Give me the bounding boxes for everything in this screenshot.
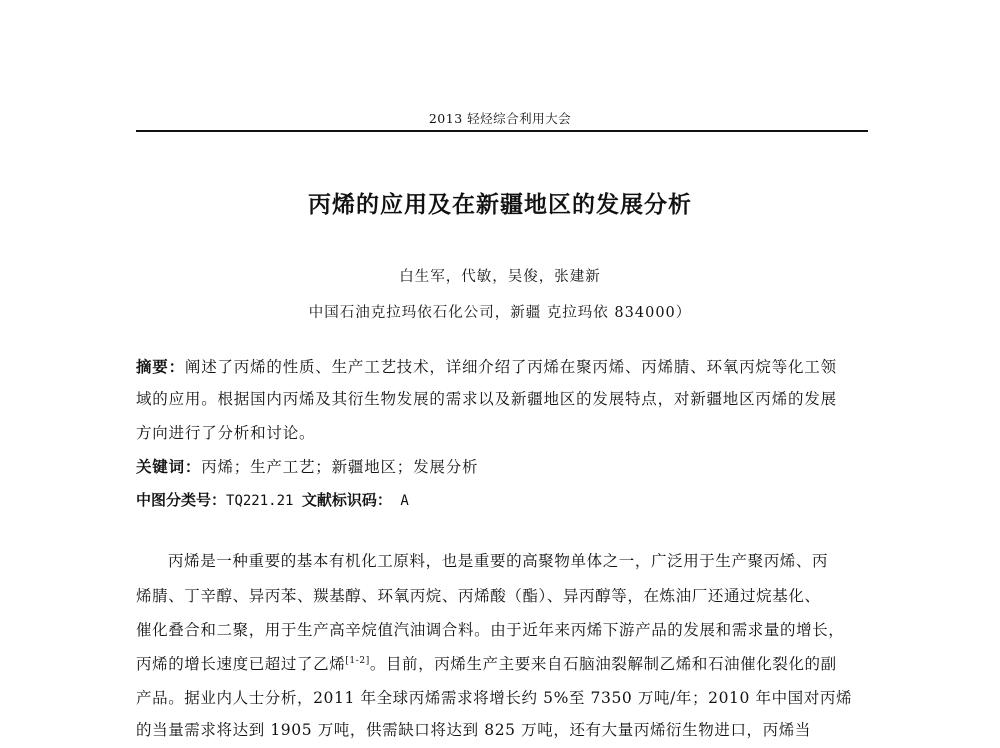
abstract-line-1 (136, 355, 837, 377)
body-line-4-rest: 目前，丙烯生产主要来自石脑油裂解制乙烯和石油催化裂化的副 (385, 655, 837, 673)
abstract-line-3: 方向进行了分析和讨论。 (136, 424, 316, 442)
paper-title: 丙烯的应用及在新疆地区的发展分析 (308, 192, 692, 218)
doc-code-label: 文献标识码： (301, 491, 392, 509)
clc-code: TQ221.21 (226, 493, 294, 509)
affiliation: 中国石油克拉玛依石化公司，新疆 克拉玛依 834000） (308, 305, 692, 321)
classification-line (136, 489, 409, 510)
clc-label: 中图分类号： (136, 491, 227, 509)
authors: 白生军，代敏，吴俊，张建新 (399, 269, 601, 285)
body-line-2: 烯腈、丁辛醇、异丙苯、羰基醇、环氧丙烷、丙烯酸（酯）、异丙醇等，在炼油厂还通过烷基化、 (136, 587, 821, 605)
body-line-4-start: 丙烯的增长速度已超过了乙烯 (136, 655, 346, 673)
body-line-4 (136, 652, 837, 674)
abstract-label: 摘要： (136, 358, 185, 376)
body-line-6: 的当量需求将达到 1905 万吨，供需缺口将达到 825 万吨，还有大量丙烯衍生物进口，丙烯当 (136, 721, 811, 739)
body-line-3: 催化叠合和二聚，用于生产高辛烷值汽油调合料。由于近年来丙烯下游产品的发展和需求量的增长， (136, 621, 845, 639)
header-rule (136, 130, 868, 132)
body-line-4-end: 。 (369, 655, 386, 673)
keywords-text: 丙烯；生产工艺；新疆地区；发展分析 (201, 458, 479, 476)
keywords (136, 455, 478, 477)
abstract-text: 阐述了丙烯的性质、生产工艺技术，详细介绍了丙烯在聚丙烯、丙烯腈、环氧丙烷等化工领 (184, 358, 837, 376)
body-line-1: 丙烯是一种重要的基本有机化工原料，也是重要的高聚物单体之一，广泛用于生产聚丙烯、丙 (168, 552, 829, 570)
body-line-5: 产品。据业内人士分析，2011 年全球丙烯需求将增长约 5%至 7350 万吨/年；2010 年中国对丙烯 (136, 689, 853, 707)
keywords-label: 关键词： (136, 458, 202, 476)
doc-code: A (400, 493, 409, 509)
running-header: 2013 轻烃综合利用大会 (428, 111, 572, 126)
citation: [1-2] (345, 656, 370, 666)
abstract-line-2: 域的应用。根据国内丙烯及其衍生物发展的需求以及新疆地区的发展特点，对新疆地区丙烯的发展 (136, 390, 837, 408)
